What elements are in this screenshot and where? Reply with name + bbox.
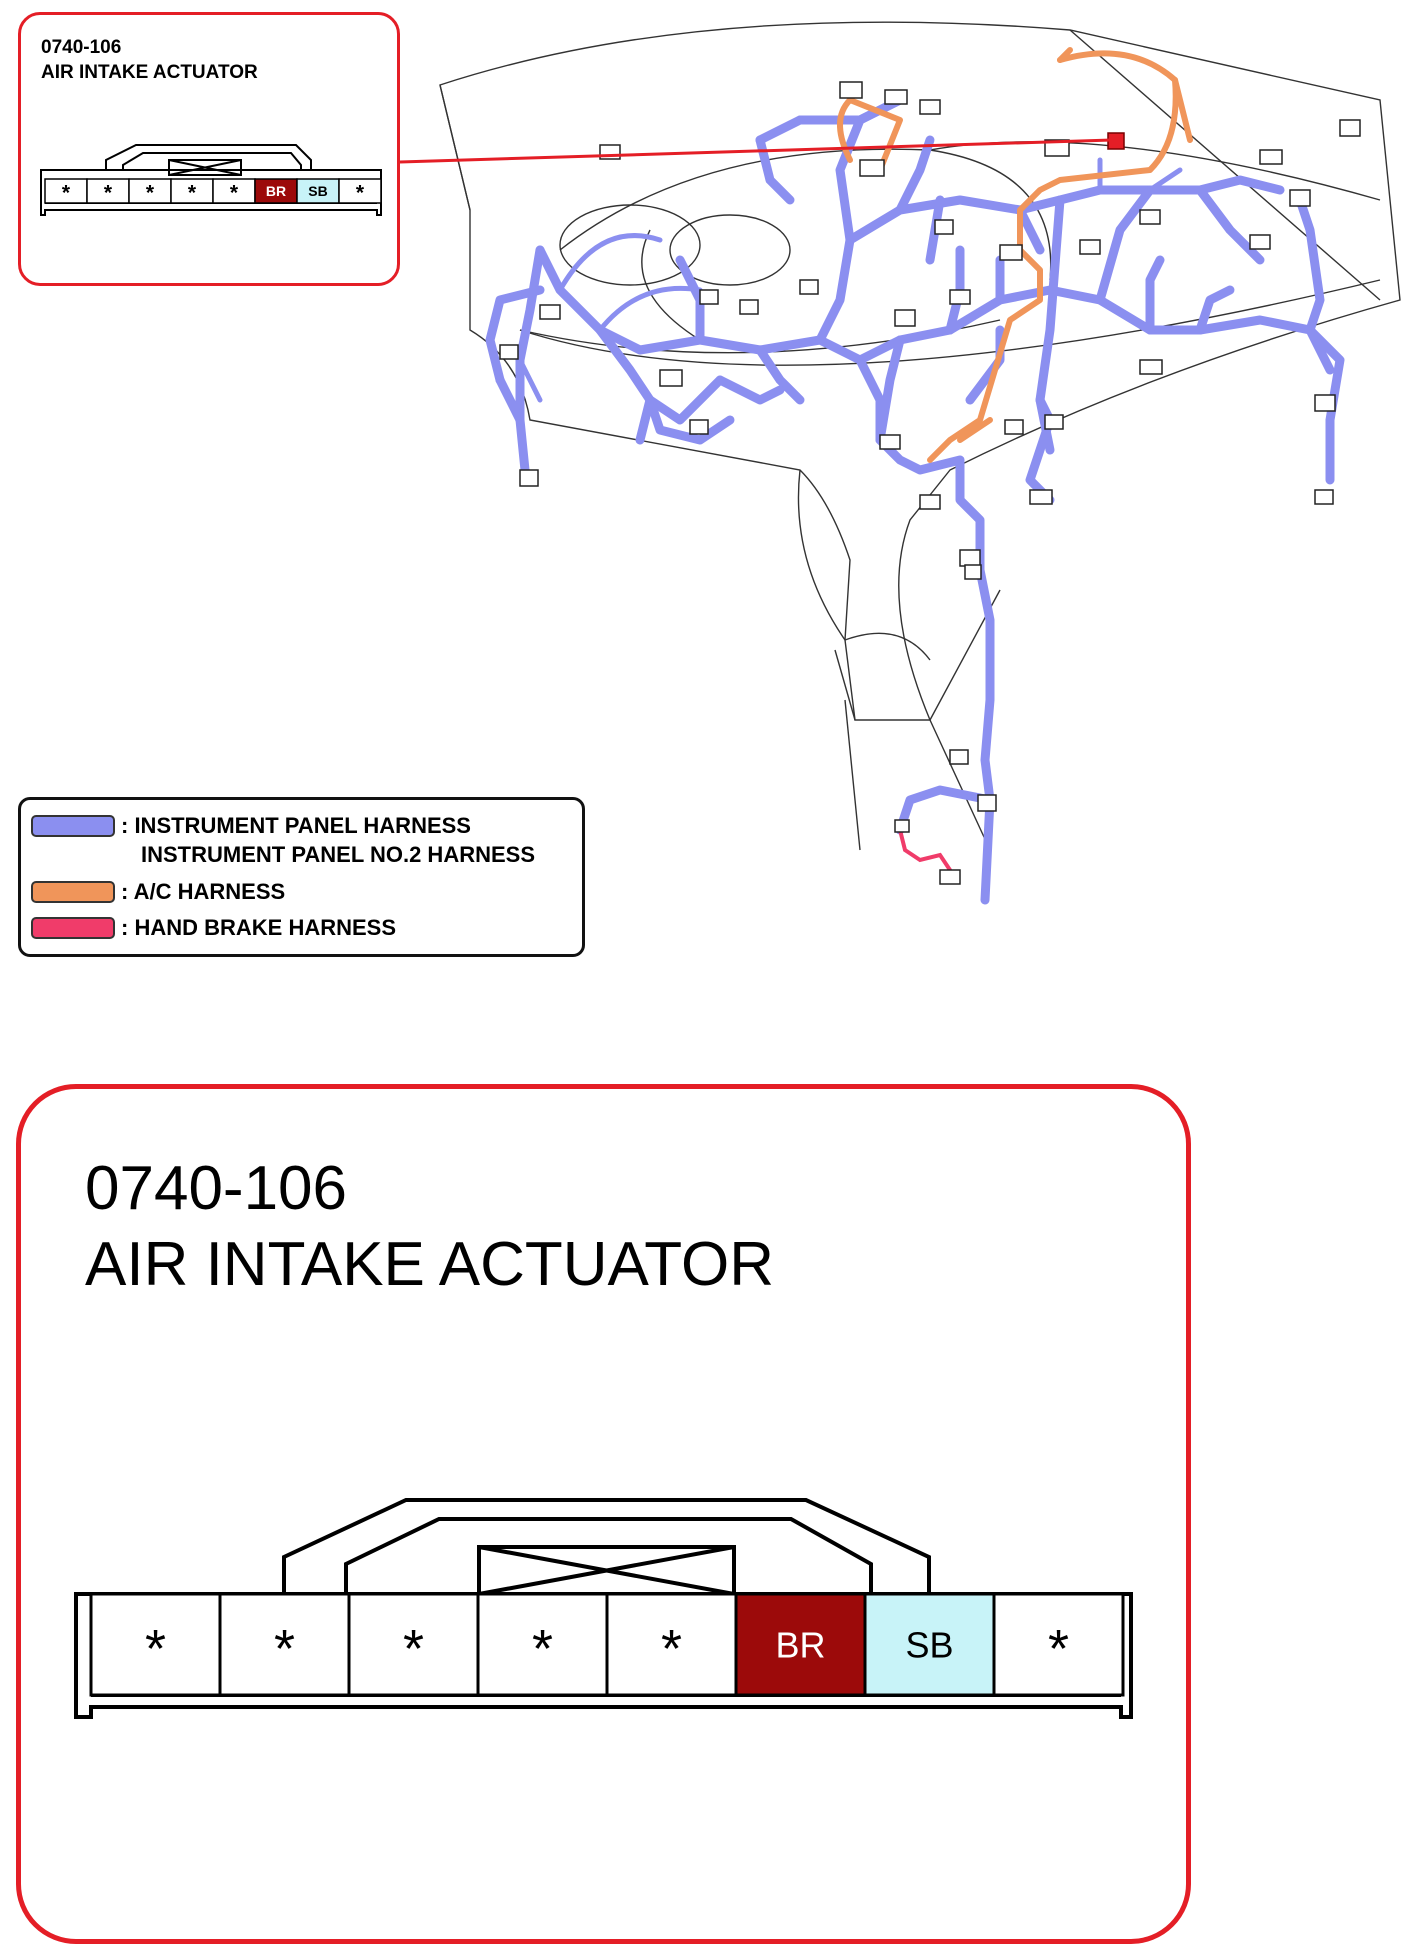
connector-pin-label-3: * bbox=[402, 1618, 425, 1679]
connector-pin-label-5: * bbox=[660, 1618, 683, 1679]
legend-label-ac: : A/C HARNESS bbox=[121, 879, 286, 904]
legend-swatch-ac bbox=[31, 881, 115, 903]
connector-pin-label-5: * bbox=[229, 181, 239, 205]
legend-item-instrument-panel bbox=[31, 812, 471, 840]
legend-swatch-instrument-panel bbox=[31, 815, 115, 837]
connector-pin-label-3: * bbox=[145, 181, 155, 205]
connector-pin-label-6: BR bbox=[775, 1624, 826, 1666]
connector-code: 0740-106 bbox=[41, 37, 122, 58]
connector-pin-label-8: * bbox=[1047, 1618, 1070, 1679]
connector-name: AIR INTAKE ACTUATOR bbox=[41, 62, 258, 83]
connector-face-large bbox=[21, 1089, 1186, 1939]
legend-label-hand-brake: : HAND BRAKE HARNESS bbox=[121, 915, 397, 940]
connector-pin-label-8: * bbox=[355, 181, 365, 205]
connector-pin-label-7: SB bbox=[308, 183, 328, 200]
connector-pin-label-7: SB bbox=[905, 1624, 954, 1666]
connector-pin-label-1: * bbox=[144, 1618, 167, 1679]
legend-item-ac bbox=[31, 878, 285, 906]
connector-pin-label-4: * bbox=[531, 1618, 554, 1679]
legend-label-instrument-panel-no2: INSTRUMENT PANEL NO.2 HARNESS bbox=[141, 842, 536, 867]
connector-name-large: AIR INTAKE ACTUATOR bbox=[85, 1230, 774, 1299]
connector-code-large: 0740-106 bbox=[85, 1154, 348, 1223]
legend-label-instrument-panel: : INSTRUMENT PANEL HARNESS bbox=[121, 813, 471, 838]
connector-pin-label-4: * bbox=[187, 181, 197, 205]
harness-legend bbox=[18, 797, 585, 957]
connector-callout-large bbox=[16, 1084, 1191, 1944]
connector-pin-label-1: * bbox=[61, 181, 71, 205]
connector-pin-label-2: * bbox=[103, 181, 113, 205]
connector-pin-label-6: BR bbox=[265, 183, 287, 200]
connector-face-small bbox=[21, 15, 401, 285]
connector-callout-small bbox=[18, 12, 400, 286]
connector-pin-label-2: * bbox=[273, 1618, 296, 1679]
legend-swatch-hand-brake bbox=[31, 917, 115, 939]
legend-item-hand-brake bbox=[31, 914, 396, 942]
